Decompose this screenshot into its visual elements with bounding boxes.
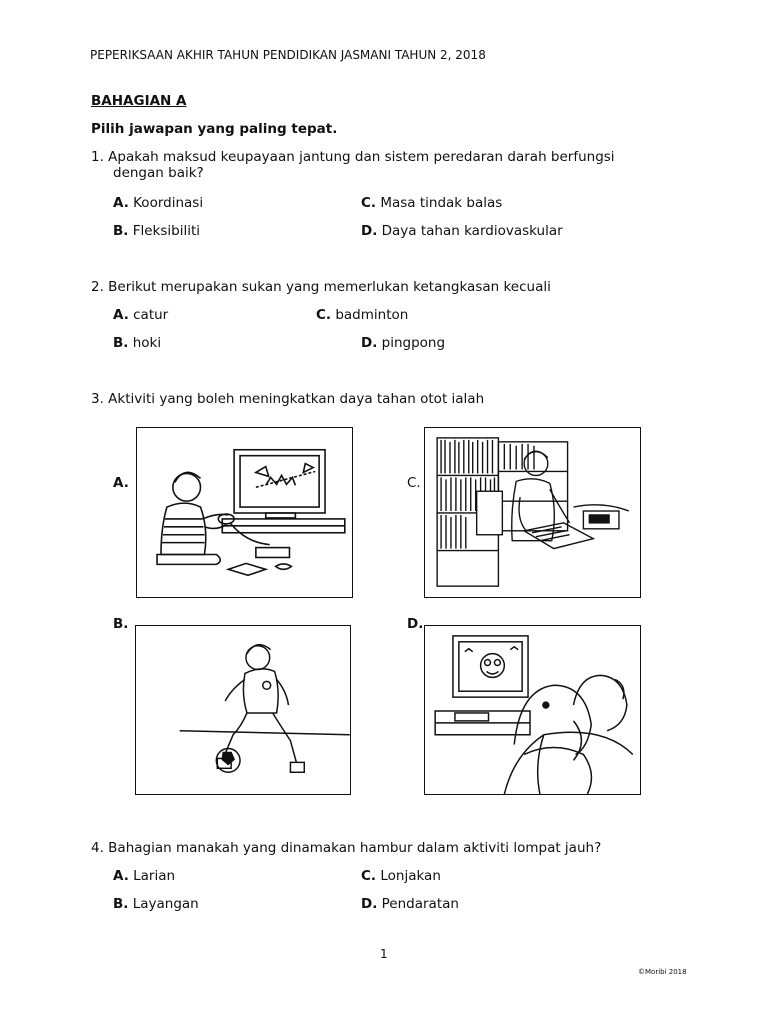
q4-option-c: C. Lonjakan <box>361 868 441 884</box>
q3-image-a-video-game <box>136 427 353 598</box>
video-game-illustration <box>137 428 352 597</box>
q3-option-d-label: D. <box>407 616 424 632</box>
q1-option-d: D. Daya tahan kardiovaskular <box>361 223 563 239</box>
question-1 <box>91 149 615 181</box>
q2-option-a: A. catur <box>113 307 169 323</box>
q3-image-b-football <box>135 625 351 795</box>
watching-tv-illustration <box>425 626 640 794</box>
q3-option-b-label: B. <box>113 616 129 632</box>
library-reading-illustration <box>425 428 640 597</box>
document-header: PEPERIKSAAN AKHIR TAHUN PENDIDIKAN JASMANI TAHUN 2, 2018 <box>90 48 486 62</box>
question-2-text: 2. Berikut merupakan sukan yang memerlukan ketangkasan kecuali <box>91 279 551 295</box>
football-illustration <box>136 626 350 794</box>
section-title: BAHAGIAN A <box>91 93 187 109</box>
q2-option-c: C. badminton <box>316 307 409 323</box>
q4-option-d: D. Pendaratan <box>361 896 459 912</box>
question-3-text: 3. Aktiviti yang boleh meningkatkan daya tahan otot ialah <box>91 391 485 407</box>
question-4-text: 4. Bahagian manakah yang dinamakan hambur dalam aktiviti lompat jauh? <box>91 840 602 856</box>
q1-option-c: C. Masa tindak balas <box>361 195 503 211</box>
question-4 <box>91 840 601 856</box>
question-2 <box>91 279 551 295</box>
q2-option-d: D. pingpong <box>361 335 446 351</box>
copyright-note: ©Moribi 2018 <box>638 968 687 976</box>
q1-option-b: B. Fleksibiliti <box>113 223 201 239</box>
q3-option-c-label: C. <box>407 475 421 491</box>
q3-option-a-label: A. <box>113 475 129 491</box>
page-number: 1 <box>380 947 388 961</box>
question-3 <box>91 391 484 407</box>
question-1-text: 1. Apakah maksud keupayaan jantung dan sistem peredaran darah berfungsi <box>91 149 615 165</box>
q1-option-a: A. Koordinasi <box>113 195 204 211</box>
q2-option-b: B. hoki <box>113 335 162 351</box>
q4-option-b: B. Layangan <box>113 896 199 912</box>
question-1-text-cont: dengan baik? <box>113 165 204 181</box>
q3-image-c-library <box>424 427 641 598</box>
q4-option-a: A. Larian <box>113 868 176 884</box>
instruction: Pilih jawapan yang paling tepat. <box>91 121 338 137</box>
q3-image-d-television <box>424 625 641 795</box>
